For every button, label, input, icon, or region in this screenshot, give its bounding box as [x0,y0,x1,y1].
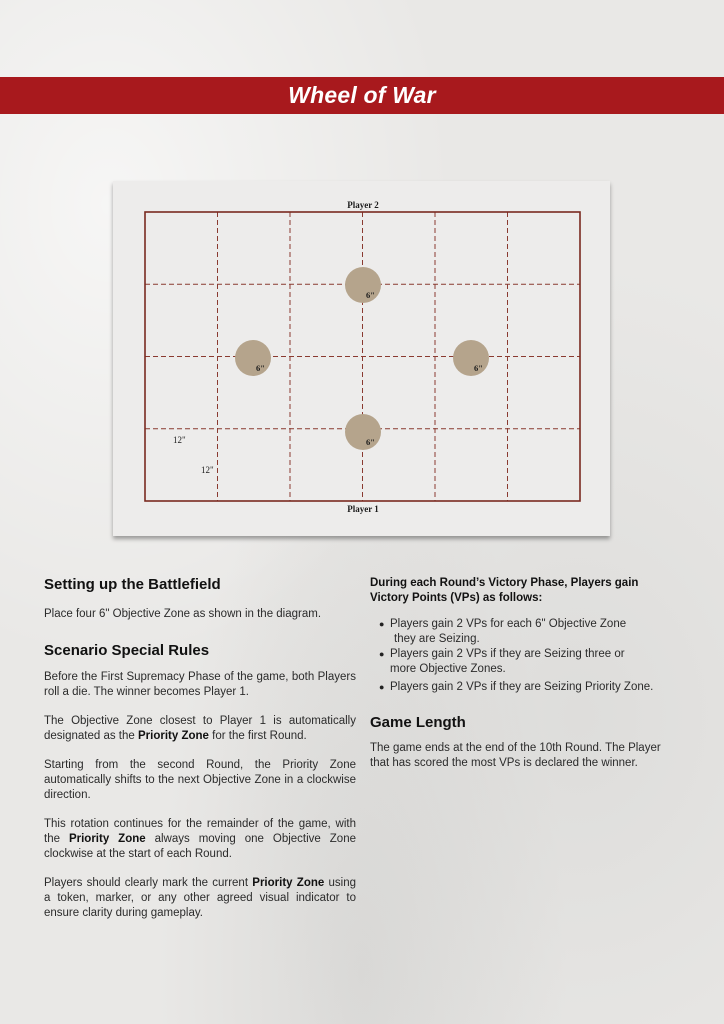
objective-zone-east [453,340,489,376]
right-column [370,576,680,771]
priority-zone-term: Priority Zone [68,833,146,845]
priority-zone-term: Priority Zone [252,877,325,889]
setup-heading: Setting up the Battlefield [44,576,221,593]
rules-paragraph-3: Starting from the second Round, the Priority Zone automatically shifts to the next Objective Zone in a clockwise direction. [44,759,356,801]
rules-paragraph-2: The Objective Zone closest to Player 1 is automatically designated as the Priority Zone for the first Round. [44,715,356,742]
page-title: Wheel of War [288,82,436,108]
objective-zone-north [345,267,381,303]
player-2-label: Player 2 [347,200,379,210]
rules-paragraph-4: This rotation continues for the remainder of the game, with the Priority Zone always moving one Objective Zone clockwise at the start of each Round. [44,818,356,860]
svg-text:6": 6" [256,363,265,373]
dimension-vertical-label: 12" [201,465,214,475]
victory-points-intro: During each Round’s Victory Phase, Players gain Victory Points (VPs) as follows: [370,577,639,604]
svg-text:6": 6" [366,437,375,447]
objective-zone-south [345,414,381,450]
victory-points-list [370,617,680,695]
left-column [44,576,356,921]
setup-text: Place four 6" Objective Zone as shown in the diagram. [44,608,322,620]
svg-text:6": 6" [366,290,375,300]
rules-paragraph-5: Players should clearly mark the current Priority Zone using a token, marker, or any other agreed visual indicator to ensure clarity during gameplay. [44,877,357,919]
grid-lines [145,212,580,501]
game-length-text: The game ends at the end of the 10th Round. The Player that has scored the most VPs is declared the winner. [370,742,661,769]
player-1-label: Player 1 [347,504,379,514]
rules-heading: Scenario Special Rules [44,642,210,659]
battlefield-diagram [113,181,610,536]
list-item: ● Players gain 2 VPs for each 6" Objective Zone they are Seizing. [370,617,680,647]
objective-zone-west [235,340,271,376]
battlefield-map-svg [113,181,610,536]
priority-zone-term: Priority Zone [138,730,209,742]
list-item: ● Players gain 2 VPs if they are Seizing three or more Objective Zones. [370,647,680,677]
rules-paragraph-1: Before the First Supremacy Phase of the game, both Players roll a die. The winner becomes Player 1. [44,671,356,698]
game-length-heading: Game Length [370,714,466,731]
svg-text:6": 6" [474,363,483,373]
title-banner [0,77,724,114]
dimension-horizontal-label: 12" [173,435,186,445]
list-item: ● Players gain 2 VPs if they are Seizing Priority Zone. [370,680,680,695]
